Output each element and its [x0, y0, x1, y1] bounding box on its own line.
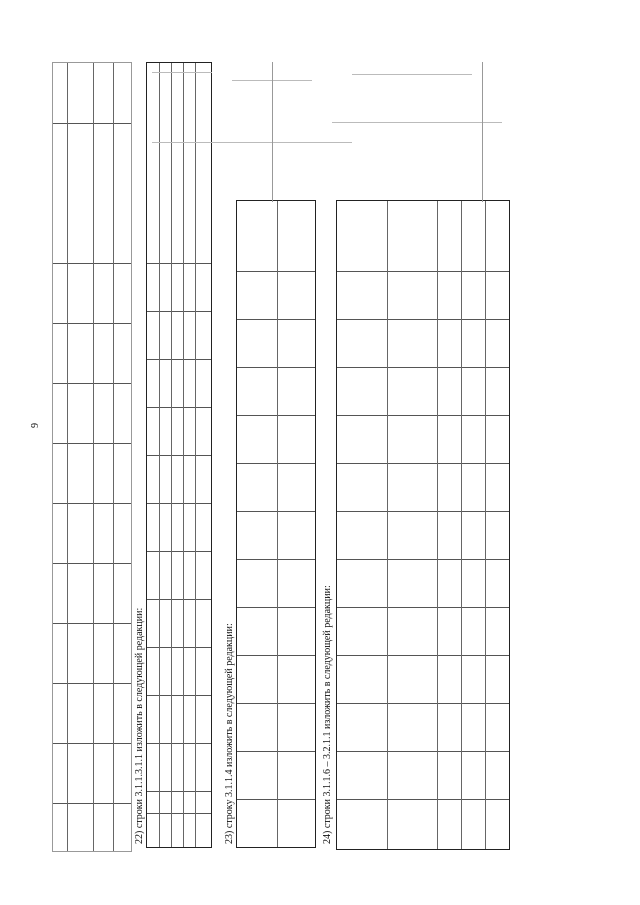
page-number: 9 [30, 423, 41, 428]
table-row-3-1-1-4 [236, 200, 316, 848]
caption-23: 23) строку 3.1.1.4 изложить в следующей редакции: [224, 623, 235, 844]
table-rows-3-1-1-6-to-3-2-1-1 [336, 200, 510, 850]
caption-24: 24) строки 3.1.1.6 – 3.2.1.1 изложить в следующей редакции: [322, 585, 333, 844]
caption-22: 22) строки 3.1.1.3.1.1 изложить в следующей редакции: [134, 607, 145, 844]
header-rules [52, 62, 512, 202]
